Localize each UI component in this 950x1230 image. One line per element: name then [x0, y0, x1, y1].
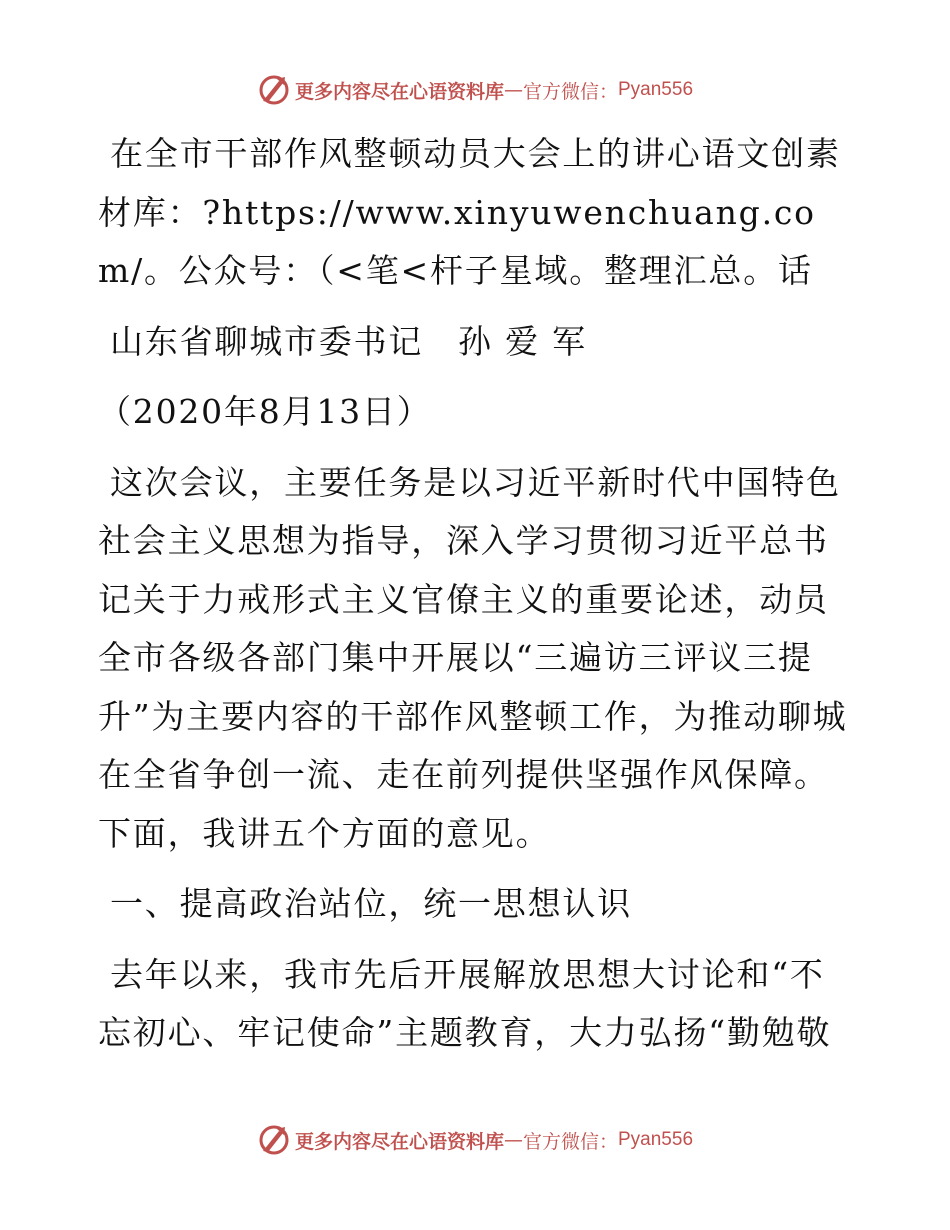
footer-watermark — [0, 1120, 950, 1160]
document-body — [98, 125, 858, 1075]
speaker-line: 山东省聊城市委书记 孙 爱 军 — [110, 321, 587, 361]
quill-seal-icon — [257, 1123, 291, 1157]
document-title-paragraph: 在全市干部作风整顿动员大会上的讲心语文创素材库：?https://www.xinyuwenchuang.com/。公众号：（<笔<杆子星域。整理汇总。话 — [98, 134, 841, 290]
section-1-paragraph: 去年以来，我市先后开展解放思想大讨论和“不忘初心、牢记使命”主题教育，大力弘扬“勤勉敬 — [98, 954, 832, 1052]
watermark-handle: Pyan556 — [618, 1129, 694, 1150]
header-watermark — [0, 70, 950, 110]
watermark-main-text: 更多内容尽在心语资料库 — [294, 80, 504, 103]
date-line: （2020年8月13日） — [98, 392, 432, 431]
watermark-wechat-label: 官方微信： — [522, 80, 618, 103]
intro-paragraph: 这次会议，主要任务是以习近平新时代中国特色社会主义思想为指导，深入学习贯彻习近平总书记关于力戒形式主义官僚主义的重要论述，动员全市各级各部门集中开展以“三遍访三评议三提升”为主要内容的干部作风整顿工作，为推动聊城在全省争创一流、走在前列提供坚强作风保障。下面，我讲五个方面的意见。 — [98, 462, 848, 853]
section-1-heading: 一、提高政治站位，统一思想认识 — [110, 884, 632, 923]
watermark-dash: — — [503, 1129, 523, 1151]
watermark-dash: — — [503, 79, 523, 101]
quill-seal-icon — [257, 73, 291, 107]
watermark-handle: Pyan556 — [618, 79, 694, 100]
watermark-wechat-label: 官方微信： — [522, 1130, 618, 1153]
watermark-main-text: 更多内容尽在心语资料库 — [294, 1130, 504, 1153]
